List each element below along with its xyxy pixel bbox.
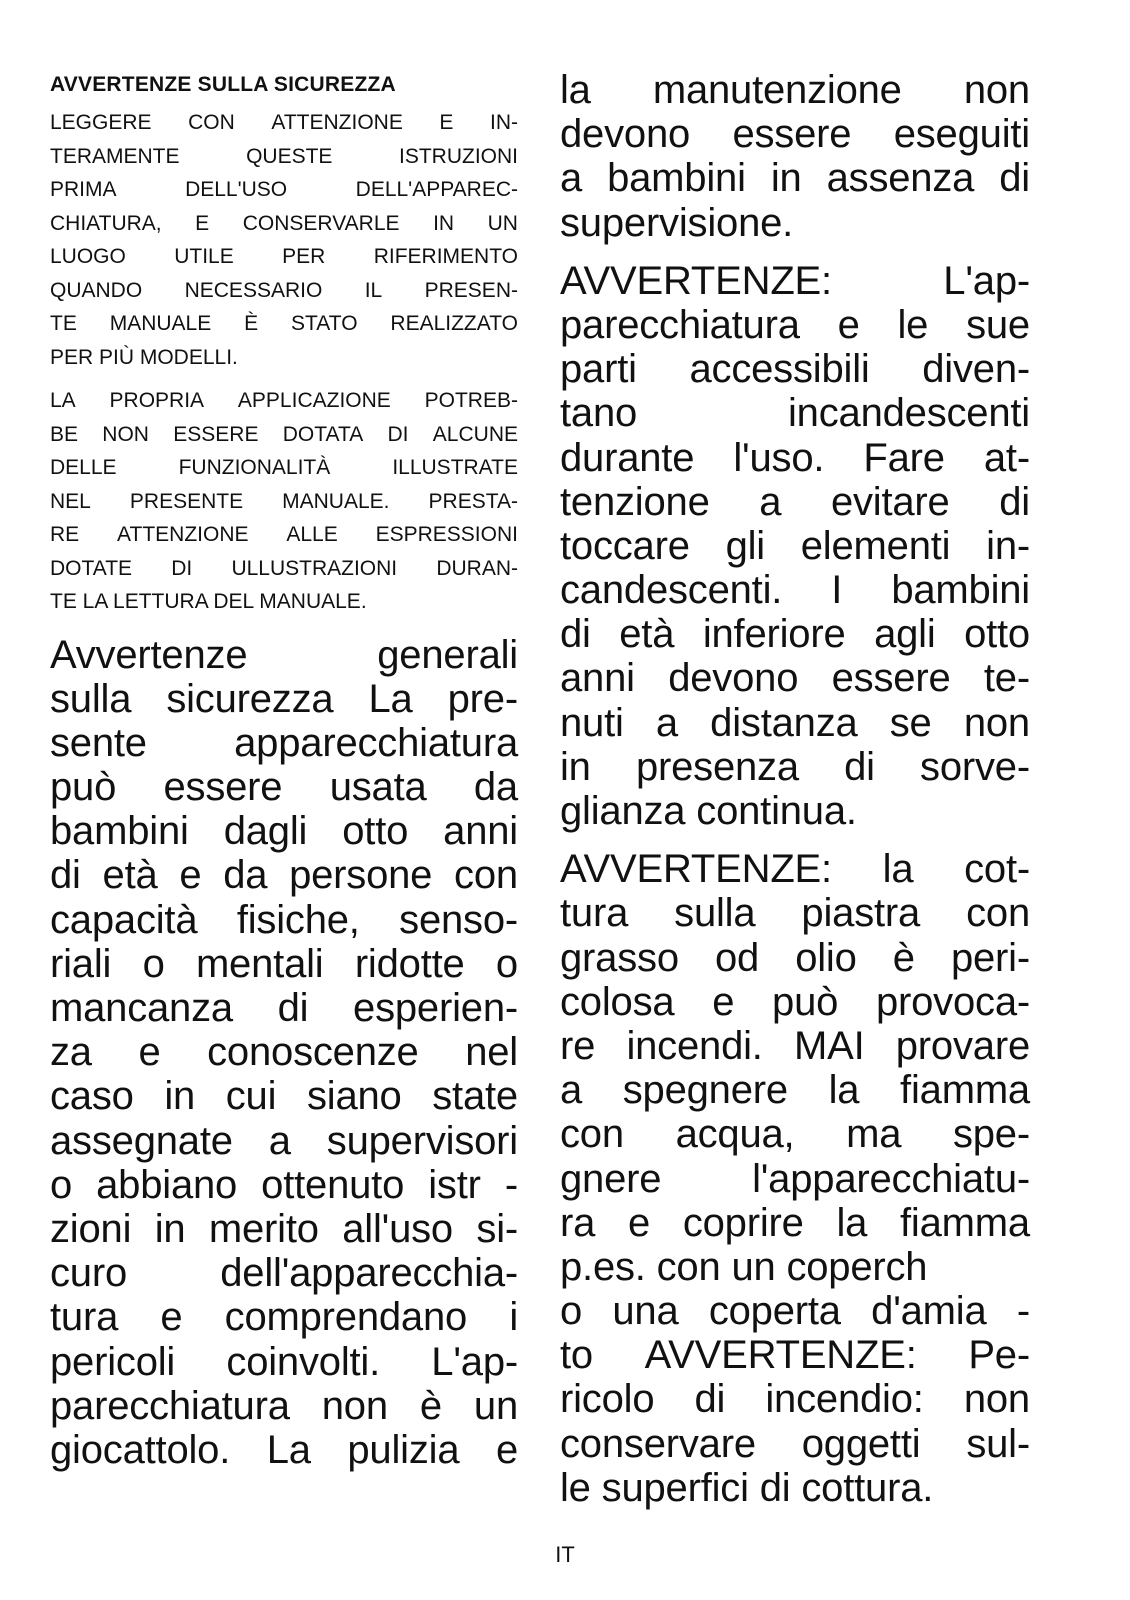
text-line: ricolo di incendio: non bbox=[560, 1377, 1030, 1422]
text-line: PRIMA DELL'USO DELL'APPAREC- bbox=[50, 178, 518, 201]
text-line: DELLE FUNZIONALITÀ ILLUSTRATE bbox=[50, 456, 518, 479]
text-line: AVVERTENZE: la cot- bbox=[560, 847, 1030, 892]
general-safety-paragraph bbox=[50, 633, 518, 1473]
text-line: conservare oggetti sul- bbox=[560, 1421, 1030, 1466]
text-line: riali o mentali ridotte o bbox=[50, 941, 518, 986]
text-line: to AVVERTENZE: Pe- bbox=[560, 1333, 1030, 1378]
text-line: parecchiatura e le sue bbox=[560, 302, 1030, 347]
text-line: candescenti. I bambini bbox=[560, 568, 1030, 613]
text-line: nuti a distanza se non bbox=[560, 700, 1030, 745]
text-line: supervisione. bbox=[560, 200, 794, 245]
text-line: TERAMENTE QUESTE ISTRUZIONI bbox=[50, 144, 518, 168]
right-column bbox=[560, 68, 1030, 1510]
text-line: bambini dagli otto anni bbox=[50, 809, 518, 854]
text-line: con acqua, ma spe- bbox=[560, 1112, 1030, 1157]
text-line: tura sulla piastra con bbox=[560, 891, 1030, 936]
text-line: grasso od olio è peri- bbox=[560, 935, 1030, 980]
text-line: za e conoscenze nel bbox=[50, 1030, 518, 1075]
text-line: la manutenzione non bbox=[560, 68, 1030, 112]
intro-paragraph bbox=[50, 106, 518, 374]
text-line: NEL PRESENTE MANUALE. PRESTA- bbox=[50, 489, 518, 513]
hot-surfaces-warning bbox=[560, 259, 1030, 833]
text-line: caso in cui siano state bbox=[50, 1074, 518, 1119]
text-line: a spegnere la fiamma bbox=[560, 1068, 1030, 1113]
text-line: DOTATE DI ULLUSTRAZIONI DURAN- bbox=[50, 556, 518, 580]
oil-fire-warning bbox=[560, 847, 1030, 1510]
text-line: gnere l'apparecchiatu- bbox=[560, 1156, 1030, 1201]
text-line: LUOGO UTILE PER RIFERIMENTO bbox=[50, 245, 518, 268]
text-line: TE LA LETTURA DEL MANUALE. bbox=[50, 590, 367, 613]
text-line: capacità fisiche, senso- bbox=[50, 897, 518, 942]
page-language-label: IT bbox=[555, 1542, 575, 1567]
text-line: AVVERTENZE: L'ap- bbox=[560, 258, 1030, 303]
text-line: tenzione a evitare di bbox=[560, 479, 1030, 524]
section-heading: AVVERTENZE SULLA SICUREZZA bbox=[50, 73, 396, 96]
maintenance-paragraph bbox=[560, 68, 1030, 245]
text-line: curo dell'apparecchia- bbox=[50, 1251, 518, 1296]
text-line: tano incandescenti bbox=[560, 391, 1030, 436]
text-line: di età e da persone con bbox=[50, 853, 518, 898]
text-line: può essere usata da bbox=[50, 765, 518, 810]
text-line: o una coperta d'amia - bbox=[560, 1289, 1030, 1334]
text-line: toccare gli elementi in- bbox=[560, 523, 1030, 568]
text-line: colosa e può provoca- bbox=[560, 979, 1030, 1024]
text-line: re incendi. MAI provare bbox=[560, 1023, 1030, 1068]
text-line: zioni in merito all'uso si- bbox=[50, 1206, 518, 1251]
text-line: di età inferiore agli otto bbox=[560, 612, 1030, 657]
text-line: sulla sicurezza La pre- bbox=[50, 676, 518, 721]
text-line: RE ATTENZIONE ALLE ESPRESSIONI bbox=[50, 523, 518, 546]
text-line: BE NON ESSERE DOTATA DI ALCUNE bbox=[50, 422, 518, 446]
text-line: parecchiatura non è un bbox=[50, 1383, 518, 1428]
text-line: QUANDO NECESSARIO IL PRESEN- bbox=[50, 278, 518, 302]
left-column bbox=[50, 72, 518, 1472]
text-line: in presenza di sorve- bbox=[560, 744, 1030, 789]
text-line: parti accessibili diven- bbox=[560, 347, 1030, 392]
text-line: pericoli coinvolti. L'ap- bbox=[50, 1339, 518, 1384]
text-line: p.es. con un coperch bbox=[560, 1244, 928, 1289]
text-line: LA PROPRIA APPLICAZIONE POTREB- bbox=[50, 389, 518, 412]
text-line: sente apparecchiatura bbox=[50, 720, 518, 765]
text-line: durante l'uso. Fare at- bbox=[560, 435, 1030, 480]
text-line: giocattolo. La pulizia e bbox=[50, 1427, 518, 1472]
text-line: devono essere eseguiti bbox=[560, 112, 1030, 157]
text-line: anni devono essere te- bbox=[560, 656, 1030, 701]
text-line: Avvertenze generali bbox=[50, 632, 518, 677]
text-line: mancanza di esperien- bbox=[50, 986, 518, 1030]
text-line: assegnate a supervisori bbox=[50, 1118, 518, 1163]
text-line: LEGGERE CON ATTENZIONE E IN- bbox=[50, 111, 518, 134]
text-line: o abbiano ottenuto istr - bbox=[50, 1162, 518, 1207]
text-line: PER PIÙ MODELLI. bbox=[50, 345, 238, 369]
text-line: glianza continua. bbox=[560, 789, 857, 833]
text-line: le superfici di cottura. bbox=[560, 1465, 934, 1510]
features-paragraph bbox=[50, 384, 518, 619]
text-line: TE MANUALE È STATO REALIZZATO bbox=[50, 312, 518, 335]
text-line: ra e coprire la fiamma bbox=[560, 1200, 1030, 1245]
text-line: a bambini in assenza di bbox=[560, 156, 1030, 201]
text-line: CHIATURA, E CONSERVARLE IN UN bbox=[50, 211, 518, 235]
text-line: tura e comprendano i bbox=[50, 1295, 518, 1340]
